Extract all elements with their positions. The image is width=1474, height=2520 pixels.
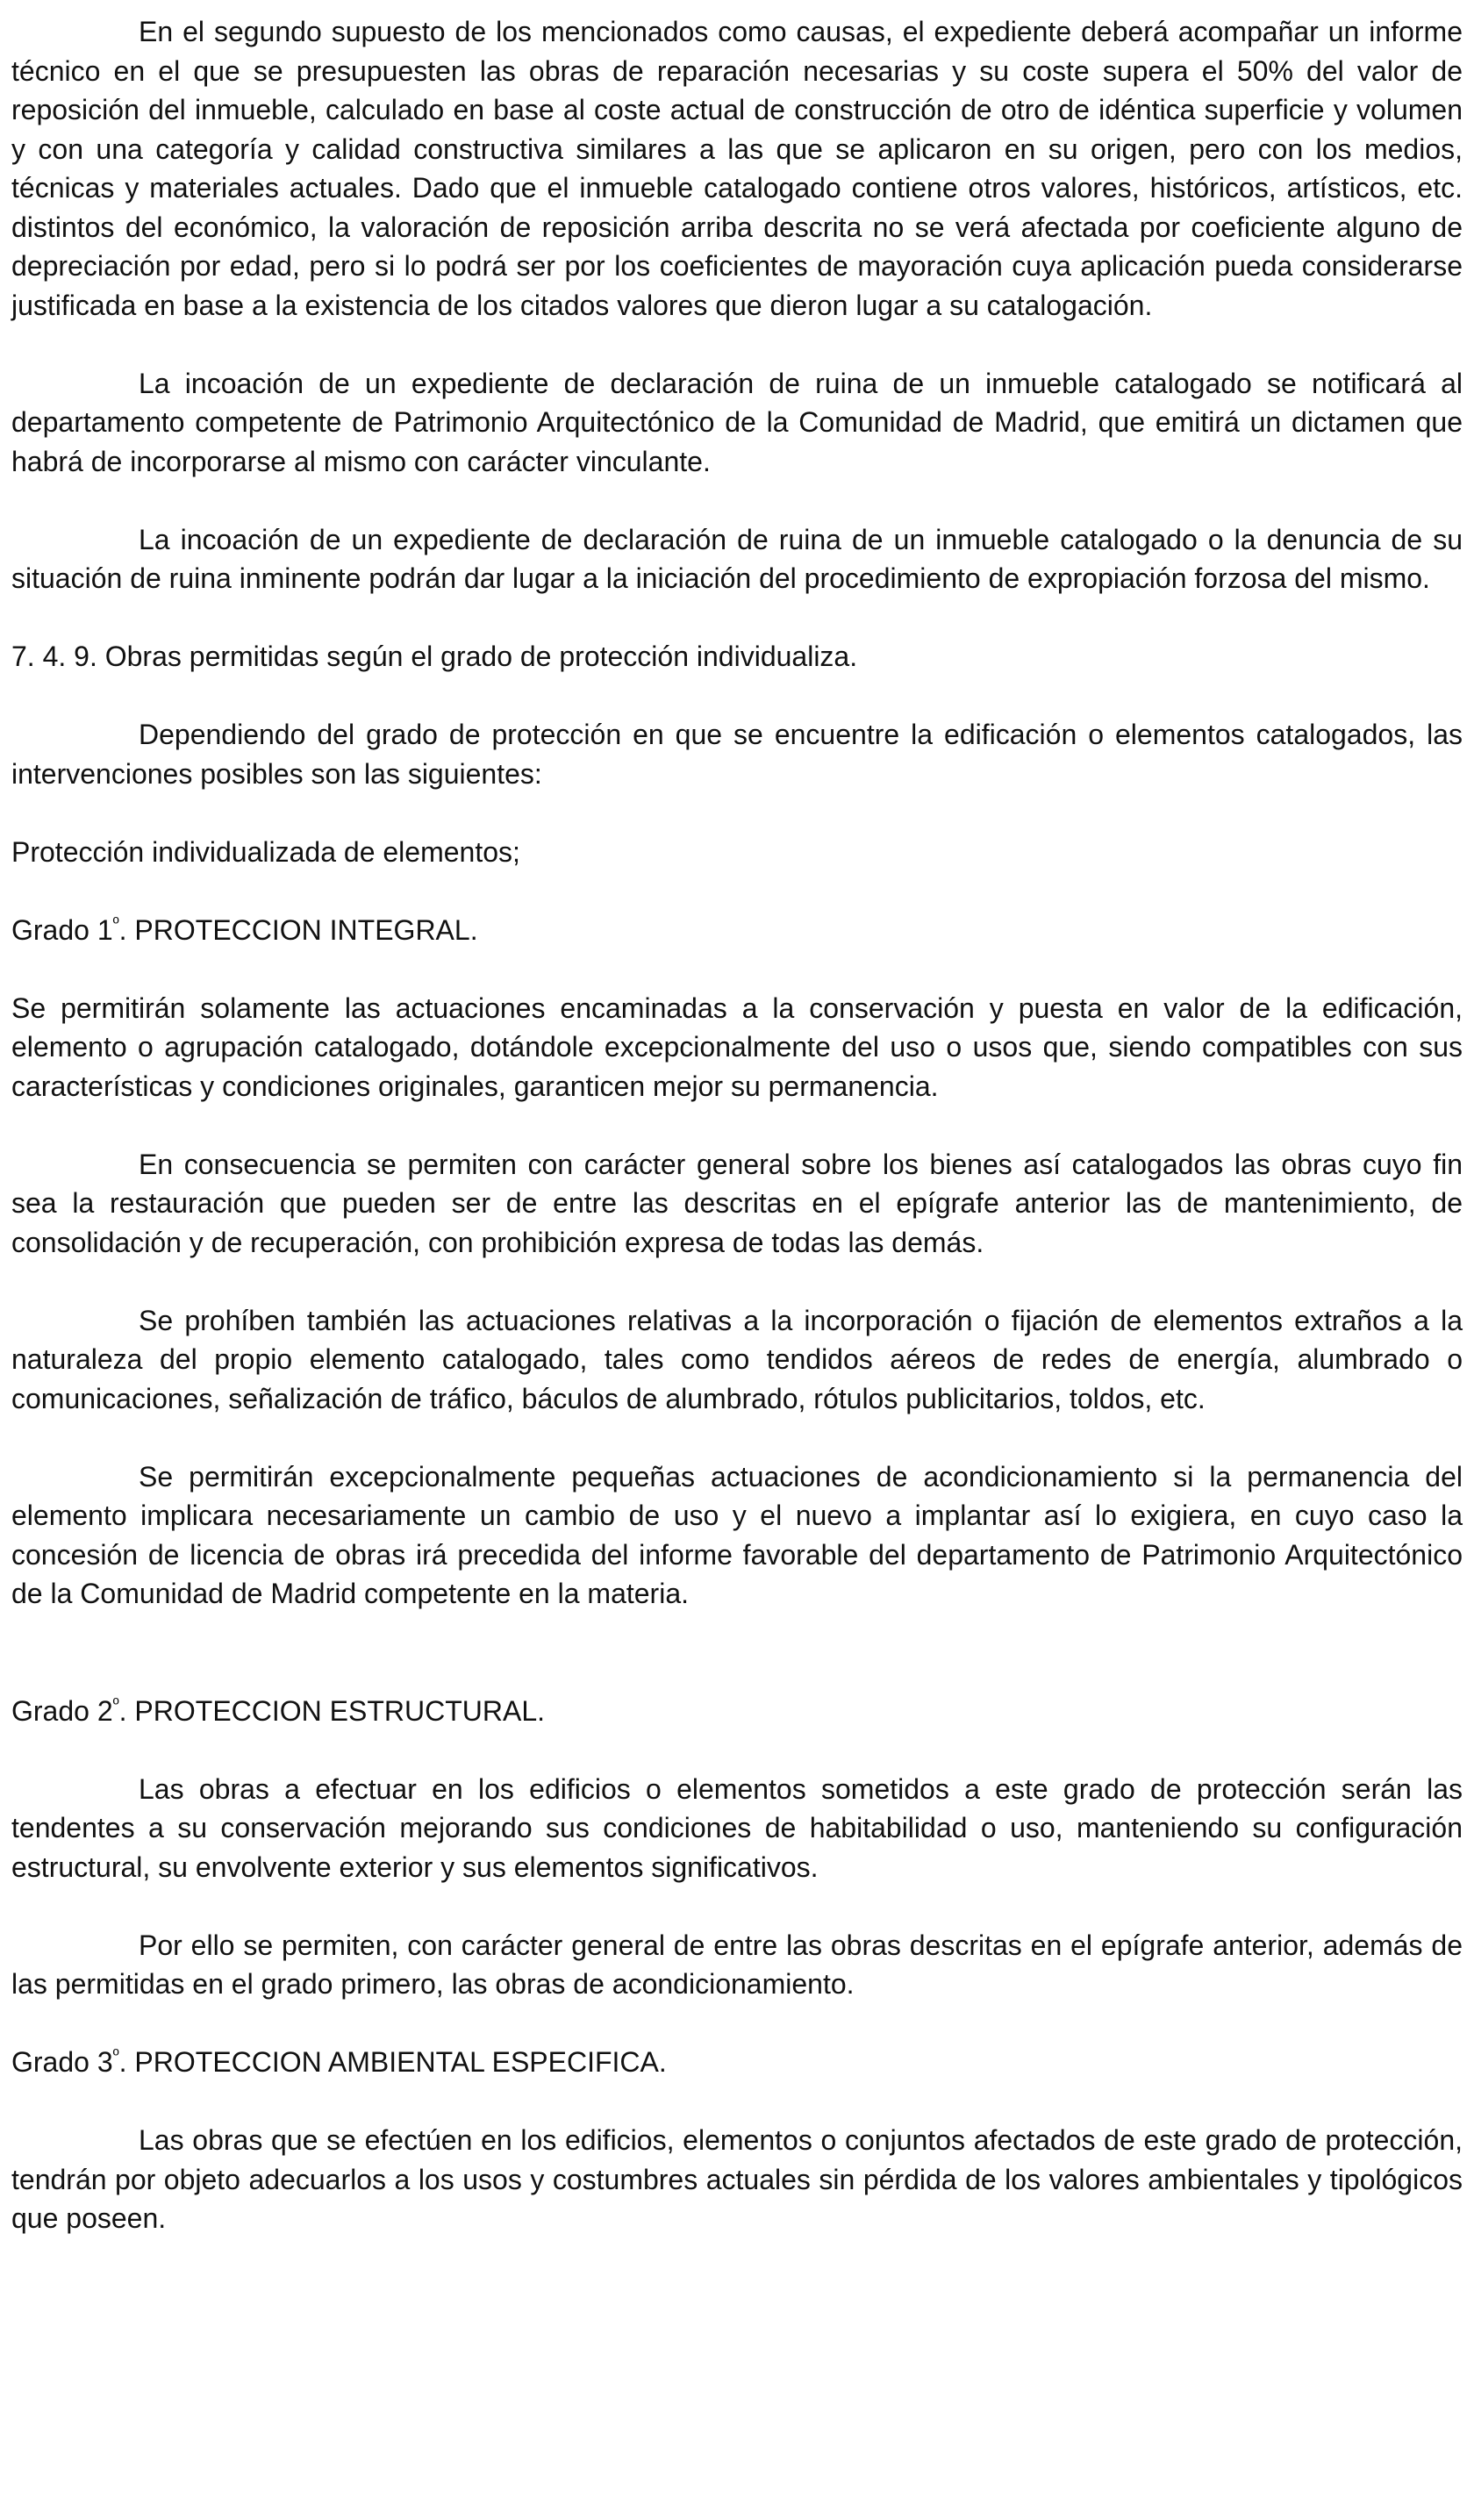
vertical-spacer (11, 1652, 1463, 1692)
paragraph-interventions-intro: Dependiendo del grado de protección en que se encuentre la edificación o elementos catalogados, las intervenciones posibles son las siguientes: (11, 719, 1463, 790)
paragraph-ruin-notification: La incoación de un expediente de declaración de ruina de un inmueble catalogado se notificará al departamento competente de Patrimonio Arquitectónico de la Comunidad de Madrid, que emitirá un dictamen que habrá de incorporarse al mismo con carácter vinculante. (11, 367, 1463, 477)
section-heading: 7. 4. 9. Obras permitidas según el grado de protección individualiza. (11, 641, 858, 672)
grade-3-ordinal: º (112, 2046, 119, 2065)
paragraph-ambient-scope: Las obras que se efectúen en los edificios, elementos o conjuntos afectados de este grado de protección, tendrán por objeto adecuarlos a los usos y costumbres actuales sin pérdida de los valores ambientales y tipológicos que poseen. (11, 2124, 1463, 2234)
protection-subheading: Protección individualizada de elementos; (11, 835, 520, 868)
grade-1-heading (11, 911, 1463, 950)
paragraph-structural-works: Por ello se permiten, con carácter general de entre las obras descritas en el epígrafe anterior, además de las permitidas en el grado primero, las obras de acondicionamiento. (11, 1929, 1463, 2000)
paragraph-repair-cost: En el segundo supuesto de los mencionados como causas, el expediente deberá acompañar un informe técnico en el que se presupuesten las obras de reparación necesarias y su coste supera el 50% del valor de reposición del inmueble, calculado en base al coste actual de construcción de otro de idéntica superficie y volumen y con una categoría y calidad constructiva similares a las que se aplicaron en su origen, pero con los medios, técnicas y materiales actuales. Dado que el inmueble catalogado contiene otros valores, históricos, artísticos, etc. distintos del económico, la valoración de reposición arriba descrita no se verá afectada por coeficiente alguno de depreciación por edad, pero si lo podrá ser por los coeficientes de mayoración cuya aplicación pueda considerarse justificada en base a la existencia de los citados valores que dieron lugar a su catalogación. (11, 16, 1463, 321)
document-page (11, 12, 1463, 2277)
grade-2-heading (11, 1692, 1463, 1731)
grade-2-ordinal: º (112, 1695, 119, 1715)
paragraph-integral-exceptions: Se permitirán excepcionalmente pequeñas actuaciones de acondicionamiento si la permanencia del elemento implicara necesariamente un cambio de uso y el nuevo a implantar así lo exigiera, en cuyo caso la concesión de licencia de obras irá precedida del informe favorable del departamento de Patrimonio Arquitectónico de la Comunidad de Madrid competente en la materia. (11, 1460, 1463, 1609)
grade-3-prefix: Grado 3 (11, 2046, 113, 2078)
grade-1-title: . PROTECCION INTEGRAL. (118, 913, 478, 946)
paragraph-integral-prohibitions: Se prohíben también las actuaciones relativas a la incorporación o fijación de elementos extraños a la naturaleza del propio elemento catalogado, tales como tendidos aéreos de redes de energía, alumbrado o comunicaciones, señalización de tráfico, báculos de alumbrado, rótulos publicitarios, toldos, etc. (11, 1304, 1463, 1414)
paragraph-structural-scope: Las obras a efectuar en los edificios o elementos sometidos a este grado de protección serán las tendentes a su conservación mejorando sus condiciones de habitabilidad o uso, manteniendo su configuración estructural, su envolvente exterior y sus elementos significativos. (11, 1772, 1463, 1883)
grade-3-heading (11, 2043, 1463, 2082)
paragraph-integral-works: En consecuencia se permiten con carácter general sobre los bienes así catalogados las obras cuyo fin sea la restauración que pueden ser de entre las descritas en el epígrafe anterior las de mantenimiento, de consolidación y de recuperación, con prohibición expresa de todas las demás. (11, 1148, 1463, 1258)
grade-3-title: . PROTECCION AMBIENTAL ESPECIFICA. (118, 2046, 667, 2078)
paragraph-expropriation: La incoación de un expediente de declaración de ruina de un inmueble catalogado o la denuncia de su situación de ruina inminente podrán dar lugar a la iniciación del procedimiento de expropiación forzosa del mismo. (11, 523, 1463, 594)
grade-2-title: . PROTECCION ESTRUCTURAL. (118, 1694, 546, 1727)
paragraph-integral-scope: Se permitirán solamente las actuaciones encaminadas a la conservación y puesta en valor de la edificación, elemento o agrupación catalogado, dotándole excepcionalmente del uso o usos que, siendo compatibles con sus características y condiciones originales, garanticen mejor su permanencia. (11, 992, 1463, 1102)
grade-2-prefix: Grado 2 (11, 1694, 113, 1727)
grade-1-prefix: Grado 1 (11, 913, 113, 946)
grade-1-ordinal: º (112, 914, 119, 934)
